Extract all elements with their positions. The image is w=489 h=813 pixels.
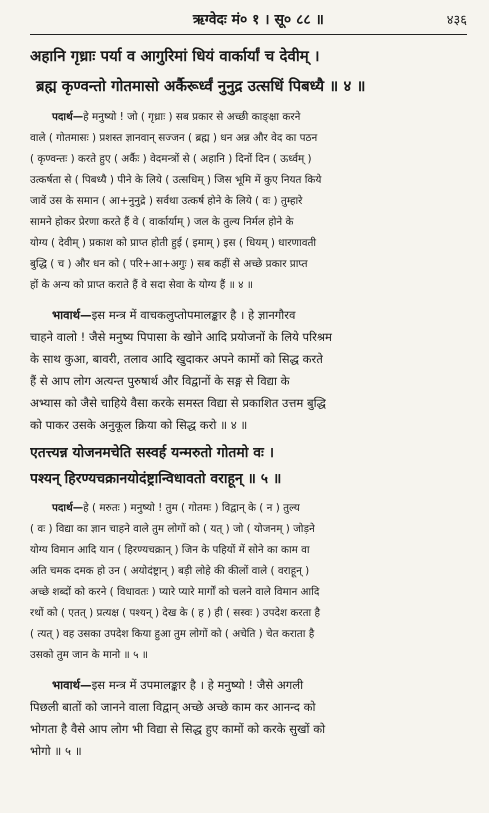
text-line: बुद्धि ( च ) और धन को ( परि+आ+अगुः ) सब कहीं से अच्छे प्रकार प्राप्त	[30, 258, 308, 270]
text-line: हैं से आप लोग अत्यन्त पुरुषार्थ और विद्वानों के सङ्ग से विद्या के	[30, 374, 290, 388]
mantra-line: पश्यन् हिरण्यचक्रानयोदंष्ट्रान्विधावतो वराहून् ॥ ५ ॥	[30, 471, 282, 487]
text-line: सामने होकर प्रेरणा करते हैं वे ( वार्कार्याम् ) जल के तुल्य निर्मल होने के	[30, 216, 294, 228]
padarth-label: पदार्थ—	[52, 502, 84, 514]
text-line: योग्य विमान आदि यान ( हिरण्यचक्रान् ) जिन के पहियों में सोने का काम वा	[30, 544, 310, 556]
text-line: हे ( मरुतः ) मनुष्यो ! तुम ( गोतमः ) विद्वान् के ( न ) तुल्य	[83, 502, 300, 514]
text-line: उत्कर्षता से ( पिबध्यै ) पीने के लिये ( उत्सधिम् ) जिस भूमि में कुए नियत किये	[30, 174, 322, 186]
mantra-line: ब्रह्म कृण्वन्तो गोतमासो अर्कैरूर्ध्वं नुनुद्र उत्सधिं पिबध्यै ॥ ४ ॥	[36, 77, 366, 95]
text-line: उसको तुम जान के मानो ॥ ५ ॥	[30, 649, 149, 661]
text-line: अभ्यास को जैसे चाहिये वैसा करके समस्त विद्या से प्रकाशित उत्तम बुद्धि	[30, 396, 326, 410]
text-line: रथों को ( एतत् ) प्रत्यक्ष ( पश्यन् ) देख के ( ह ) ही ( सस्वः ) उपदेश करता है	[30, 607, 321, 619]
text-line: भोगता है वैसे आप लोग भी विद्या से सिद्ध हुए कामों को करके सुखों को	[30, 722, 326, 736]
bhavarth-5	[30, 674, 467, 762]
mantra-5	[30, 440, 467, 492]
page-number: ४३६	[446, 13, 467, 28]
text-line: ( वः ) विद्या का ज्ञान चाहने वाले तुम लोगों को ( यत् ) जो ( योजनम् ) जोड़ने	[30, 523, 315, 535]
padarth-5	[30, 498, 467, 666]
text-line: भोगो ॥ ५ ॥	[30, 744, 82, 758]
text-line: अति चमक दमक हो उन ( अयोदंष्ट्रान् ) बड़ी लोहे की कीलों वाले ( वराहून् )	[30, 565, 310, 577]
mantra-4	[30, 41, 467, 101]
text-line: को पाकर उसके अनुकूल क्रिया को सिद्ध करो ॥ ४ ॥	[30, 418, 248, 432]
text-line: हे मनुष्यो ! जो ( गृध्राः ) सब प्रकार से अच्छी काङ्क्षा करने	[83, 111, 301, 123]
text-line: इस मन्त्र में उपमालङ्कार है । हे मनुष्यो ! जैसे अगली	[91, 678, 304, 692]
text-line: ( कृण्वन्तः ) करते हुए ( अर्कैः ) वेदमन्त्रों से ( अहानि ) दिनों दिन ( ऊर्ध्वम् )	[30, 153, 312, 165]
text-line: वाले ( गोतमासः ) प्रशस्त ज्ञानवान् सज्जन ( ब्रह्म ) धन अन्न और वेद का पठन	[30, 132, 318, 144]
bhavarth-4	[30, 304, 467, 436]
text-line: जावें उस के समान ( आ+नुनुद्रे ) सर्वथा उत्कर्ष होने के लिये ( वः ) तुम्हारे	[30, 195, 303, 207]
bhavarth-label: भावार्थ—	[52, 308, 92, 322]
mantra-line: एतत्त्यन्न योजनमचेति सस्वर्ह यन्मरुतो गोतमो वः ।	[30, 445, 275, 461]
mantra-line: अहानि गृध्राः पर्या व आगुरिमां धियं वार्कार्यां च देवीम् ।	[30, 47, 320, 65]
text-line: हों के अन्य को प्राप्त कराते हैं वे सदा सेवा के योग्य हैं ॥ ४ ॥	[30, 279, 254, 291]
text-line: ( त्यत् ) वह उसका उपदेश किया हुआ तुम लोगों को ( अचेति ) चेत कराता है	[30, 628, 315, 640]
text-line: योग्य ( देवीम् ) प्रकाश को प्राप्त होती हुई ( इमाम् ) इस ( धियम् ) धारणावती	[30, 237, 317, 249]
header-rule	[30, 34, 467, 35]
padarth-label: पदार्थ—	[52, 111, 84, 123]
text-line: पिछली बातों को जानने वाला विद्वान् अच्छे अच्छे काम कर आनन्द को	[30, 700, 316, 714]
bhavarth-label: भावार्थ—	[52, 678, 92, 692]
text-line: के साथ कुआ, बावरी, तलाव आदि खुदाकर अपने कामों को सिद्ध करते	[30, 352, 323, 366]
text-line: अच्छे शब्दों को करने ( विधावतः ) प्यारे प्यारे मार्गों को चलने वाले विमान आदि	[30, 586, 320, 598]
running-title: ऋग्वेदः मं० १ । सू० ८८ ॥	[192, 11, 324, 28]
padarth-4	[30, 107, 467, 296]
text-line: इस मन्त्र में वाचकलुप्तोपमालङ्कार है । हे ज्ञानगौरव	[91, 308, 296, 322]
page-header	[30, 6, 467, 32]
text-line: चाहने वालो ! जैसे मनुष्य पिपासा के खोने आदि प्रयोजनों के लिये परिश्रम	[30, 330, 332, 344]
